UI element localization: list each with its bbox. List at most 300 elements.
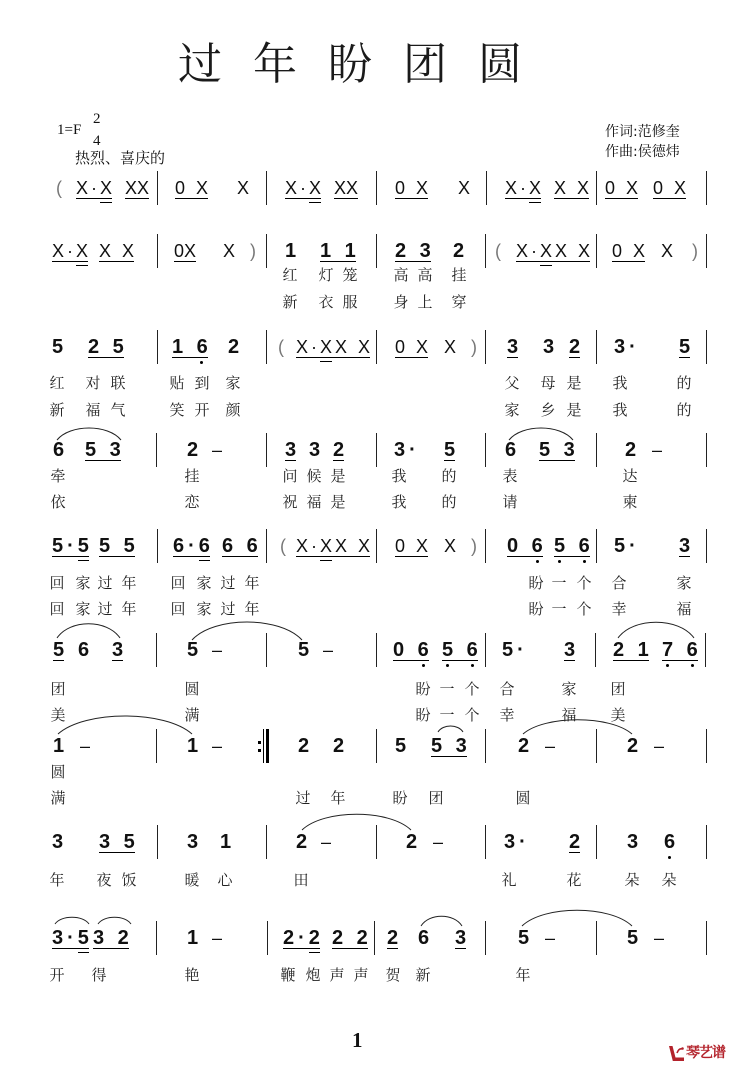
bar-line (157, 171, 158, 205)
note-group: 2 (387, 927, 403, 949)
note-group: 3 (455, 927, 471, 949)
rhythm-group: X X (99, 241, 138, 261)
lyric-char: 新 (415, 966, 431, 984)
lyric-char: 满 (50, 789, 66, 807)
lyric-char: 福 (676, 600, 692, 618)
note-group: 1 1 (320, 240, 360, 262)
note-group: 3·5 (52, 927, 93, 949)
lyric-char: 请 (502, 493, 518, 511)
lyric-char: 家 (196, 574, 212, 592)
repeat-end-thick-bar (266, 729, 269, 763)
lyric-char: 的 (676, 401, 692, 419)
lyric-char: 过 (97, 600, 113, 618)
repeat-end-thin-bar (263, 729, 264, 763)
lyric-char: 年 (244, 600, 260, 618)
bar-line (156, 921, 157, 955)
lyric-char: 满 (184, 706, 200, 724)
lyric-char: 回 (170, 574, 186, 592)
lyric-char: 颜 (225, 401, 241, 419)
bar-line (376, 330, 377, 364)
key-signature: 1=F (57, 122, 82, 138)
note-group: 5 6 (442, 639, 482, 661)
watermark (668, 1043, 725, 1063)
lyric-char: 盼 (392, 789, 408, 807)
slur (98, 917, 131, 924)
lyric-char: 红 (282, 266, 298, 284)
slur (58, 716, 192, 734)
lyric-char: 团 (610, 680, 626, 698)
lyric-char: 柬 (622, 493, 638, 511)
bar-line (485, 433, 486, 467)
low-octave-dot (536, 560, 539, 563)
note-group: 3 (52, 831, 68, 853)
lyric-char: 圆 (50, 763, 66, 781)
bar-line (485, 729, 486, 763)
rhythm-group: 0 X (395, 178, 432, 198)
note-group: 6 6 (222, 535, 262, 557)
rhythm-group: 0 X (605, 178, 642, 198)
note-group: 2 (569, 336, 585, 358)
sixteenth-underline (100, 202, 112, 203)
lyric-char: 是 (566, 374, 582, 392)
lyric-char: 开 (49, 966, 65, 984)
bar-line (376, 529, 377, 563)
lyric-char: 田 (293, 871, 309, 889)
watermark-text: 琴艺谱 (686, 1045, 725, 1061)
low-octave-dot (446, 664, 449, 667)
lyric-char: 乡 (540, 401, 556, 419)
bar-line (706, 529, 707, 563)
bar-line (267, 921, 268, 955)
slur (523, 720, 632, 734)
open-bracket: ( (280, 536, 286, 556)
lyrics-verse-1 (0, 763, 744, 781)
page-number: 1 (352, 1028, 363, 1052)
bar-line (157, 330, 158, 364)
lyric-char: 达 (622, 467, 638, 485)
lyric-char: 年 (49, 871, 65, 889)
bar-line (485, 633, 486, 667)
slur (55, 917, 89, 924)
note-group: 6 (505, 439, 521, 461)
bar-line (156, 633, 157, 667)
lyric-char: 身 (393, 293, 409, 311)
lyric-char: 饭 (121, 871, 137, 889)
lyric-char: 我 (612, 401, 628, 419)
lyric-char: 对 (85, 374, 101, 392)
note-group: 6 (53, 439, 69, 461)
sustain-dash: – (323, 640, 334, 660)
bar-line (705, 633, 706, 667)
note-group: 2·2 (283, 927, 324, 949)
bar-line (266, 330, 267, 364)
sustain-dash: – (545, 736, 556, 756)
lyric-char: 穿 (451, 293, 467, 311)
note-group: 2 3 (395, 240, 435, 262)
composer-credit: 作曲:侯德炜 (605, 144, 680, 160)
bar-line (266, 529, 267, 563)
bar-line (596, 529, 597, 563)
rhythm-group: 0 X (175, 178, 212, 198)
lyric-char: 幸 (499, 706, 515, 724)
note-group: 5 (298, 639, 314, 661)
lyric-char: 个 (576, 600, 592, 618)
lyric-char: 家 (75, 574, 91, 592)
sustain-dash: – (212, 736, 223, 756)
rhythm-group: X·XX X (296, 337, 374, 357)
lyric-char: 盼 (528, 574, 544, 592)
lyric-char: 团 (50, 680, 66, 698)
sixteenth-underline (199, 560, 210, 561)
low-octave-dot (422, 664, 425, 667)
lyric-char: 挂 (451, 266, 467, 284)
lyric-char: 一 (439, 680, 455, 698)
bar-line (266, 633, 267, 667)
slur (522, 910, 632, 926)
lyric-char: 年 (121, 574, 137, 592)
note-group: 3 (507, 336, 523, 358)
bar-line (266, 171, 267, 205)
lyric-char: 依 (50, 493, 66, 511)
lyric-char: 一 (439, 706, 455, 724)
bar-line (706, 729, 707, 763)
lyric-char: 气 (110, 401, 126, 419)
bar-line (156, 729, 157, 763)
lyric-char: 高 (393, 266, 409, 284)
note-group: 0 6 (393, 639, 433, 661)
note-group: 3 (627, 831, 643, 853)
rhythm-group: 0 X (653, 178, 690, 198)
note-group: 3· (504, 831, 530, 853)
lyric-char: 年 (515, 966, 531, 984)
note-group: 0 6 (507, 535, 547, 557)
sixteenth-underline (78, 560, 89, 561)
lyric-char: 我 (391, 467, 407, 485)
bar-line (374, 921, 375, 955)
low-octave-dot (200, 361, 203, 364)
note-group: 5 (627, 927, 643, 949)
rhythm-group: 0 X (612, 241, 649, 261)
lyric-char: 艳 (184, 966, 200, 984)
rhythm-group: X·X (505, 178, 545, 198)
rhythm-group: XX (125, 178, 150, 198)
lyric-char: 笑 (169, 401, 185, 419)
lyric-char: 声 (329, 966, 345, 984)
close-bracket: ) (471, 337, 477, 357)
note-group: 5 5 (99, 535, 139, 557)
lyrics-verse-2 (0, 293, 744, 311)
slur (438, 726, 463, 732)
note-group: 5 3 (431, 735, 471, 757)
lyric-char: 家 (75, 600, 91, 618)
time-signature-denominator: 4 (93, 133, 101, 149)
rhythm-group: X (237, 178, 253, 198)
lyric-char: 过 (220, 600, 236, 618)
rhythm-group: X X (554, 178, 593, 198)
lyric-char: 心 (217, 871, 233, 889)
lyric-char: 美 (50, 706, 66, 724)
lyric-char: 家 (561, 680, 577, 698)
lyric-char: 我 (391, 493, 407, 511)
bar-line (266, 433, 267, 467)
lyric-char: 问 (282, 467, 298, 485)
lyric-char: 的 (441, 493, 457, 511)
note-group: 3 (285, 439, 301, 461)
note-group: 5 (395, 735, 411, 757)
sixteenth-underline (309, 202, 321, 203)
low-octave-dot (583, 560, 586, 563)
repeat-dot (258, 749, 261, 752)
note-group: 3 5 (99, 831, 139, 853)
sustain-dash: – (212, 440, 223, 460)
lyric-char: 上 (417, 293, 433, 311)
note-group: 3 (543, 336, 559, 358)
note-group: 5 (518, 927, 534, 949)
sustain-dash: – (212, 640, 223, 660)
note-group: 2 1 (613, 639, 653, 661)
note-group: 5· (614, 535, 640, 557)
bar-line (706, 330, 707, 364)
close-bracket: ) (471, 536, 477, 556)
low-octave-dot (666, 664, 669, 667)
lyric-char: 朵 (661, 871, 677, 889)
lyric-char: 新 (282, 293, 298, 311)
bar-line (266, 234, 267, 268)
rhythm-group: X (223, 241, 239, 261)
note-group: 2 2 (332, 927, 372, 949)
lyric-char: 礼 (501, 871, 517, 889)
note-group: 1 (187, 927, 203, 949)
lyric-char: 牵 (50, 467, 66, 485)
bar-line (706, 433, 707, 467)
lyric-char: 一 (551, 600, 567, 618)
lyricist-credit: 作词:范修奎 (605, 124, 680, 140)
note-group: 2 (627, 735, 643, 757)
slur (57, 624, 120, 638)
lyric-char: 祝 (282, 493, 298, 511)
sustain-dash: – (652, 440, 663, 460)
close-bracket: ) (250, 241, 256, 261)
bar-line (595, 633, 596, 667)
lyric-char: 的 (676, 374, 692, 392)
sixteenth-underline (309, 952, 320, 953)
lyric-char: 回 (49, 574, 65, 592)
note-group: 2 (187, 439, 203, 461)
lyric-char: 贴 (169, 374, 185, 392)
lyric-char: 家 (225, 374, 241, 392)
rhythm-group: 0X (174, 241, 197, 261)
lyric-char: 个 (464, 706, 480, 724)
rhythm-group: X·X (285, 178, 325, 198)
lyric-char: 衣 (318, 293, 334, 311)
rhythm-group: X (661, 241, 677, 261)
bar-line (596, 433, 597, 467)
lyrics-verse-1 (0, 574, 744, 592)
slur (302, 814, 411, 830)
bar-line (486, 171, 487, 205)
lyric-char: 个 (464, 680, 480, 698)
sustain-dash: – (654, 736, 665, 756)
song-title: 过年盼团圆 (178, 39, 553, 90)
low-octave-dot (471, 664, 474, 667)
note-group: 5 (444, 439, 460, 461)
lyric-char: 是 (330, 467, 346, 485)
lyric-char: 圆 (515, 789, 531, 807)
slur (618, 622, 694, 638)
lyrics-verse-1 (0, 467, 744, 485)
note-group: 6 (78, 639, 94, 661)
rhythm-group: X (458, 178, 474, 198)
lyrics-verse-1 (0, 871, 744, 889)
note-group: 5·5 (52, 535, 93, 557)
note-group: 5· (502, 639, 528, 661)
note-group: 2 (333, 735, 349, 757)
bar-line (706, 234, 707, 268)
rhythm-group: X·X (76, 178, 116, 198)
bar-line (376, 234, 377, 268)
rhythm-group: 0 X (395, 337, 432, 357)
lyric-char: 联 (110, 374, 126, 392)
lyric-char: 个 (576, 574, 592, 592)
lyric-char: 福 (306, 493, 322, 511)
bar-line (706, 171, 707, 205)
lyric-char: 得 (91, 966, 107, 984)
note-group: 3 (112, 639, 128, 661)
lyric-char: 暖 (184, 871, 200, 889)
note-group: 5 (187, 639, 203, 661)
slur (421, 916, 462, 926)
note-group: 3· (394, 439, 420, 461)
lyric-char: 家 (504, 401, 520, 419)
sixteenth-underline (78, 952, 89, 953)
lyric-char: 回 (170, 600, 186, 618)
bar-line (156, 433, 157, 467)
note-group: 3 (187, 831, 203, 853)
bar-line (376, 171, 377, 205)
note-group: 2 (406, 831, 422, 853)
lyric-char: 年 (121, 600, 137, 618)
lyric-char: 福 (85, 401, 101, 419)
note-group: 5 6 (554, 535, 594, 557)
low-octave-dot (558, 560, 561, 563)
sustain-dash: – (545, 928, 556, 948)
lyric-char: 声 (353, 966, 369, 984)
note-group: 3 (564, 639, 580, 661)
lyric-char: 的 (441, 467, 457, 485)
note-group: 5 (53, 639, 69, 661)
lyric-char: 过 (97, 574, 113, 592)
bar-line (485, 330, 486, 364)
note-group: 7 6 (662, 639, 702, 661)
rhythm-group: X·XX X (296, 536, 374, 556)
rhythm-group: XX (334, 178, 359, 198)
rhythm-group: X·X (52, 241, 92, 261)
lyric-char: 福 (561, 706, 577, 724)
note-group: 2 (518, 735, 534, 757)
bar-line (376, 729, 377, 763)
bar-line (485, 529, 486, 563)
note-group: 5 (679, 336, 695, 358)
sixteenth-underline (529, 202, 541, 203)
lyric-char: 笼 (342, 266, 358, 284)
note-group: 3 2 (93, 927, 133, 949)
lyric-char: 母 (540, 374, 556, 392)
bar-line (485, 234, 486, 268)
lyric-char: 过 (220, 574, 236, 592)
lyric-char: 新 (49, 401, 65, 419)
lyric-char: 炮 (305, 966, 321, 984)
bar-line (706, 921, 707, 955)
lyric-char: 一 (551, 574, 567, 592)
bar-line (596, 234, 597, 268)
lyric-char: 我 (612, 374, 628, 392)
lyric-char: 过 (295, 789, 311, 807)
lyric-char: 父 (504, 374, 520, 392)
lyrics-verse-2 (0, 493, 744, 511)
close-bracket: ) (692, 241, 698, 261)
lyrics-verse-1 (0, 266, 744, 284)
sixteenth-underline (320, 560, 332, 561)
bar-line (376, 433, 377, 467)
lyric-char: 红 (49, 374, 65, 392)
bar-line (596, 729, 597, 763)
lyric-char: 年 (244, 574, 260, 592)
lyrics-verse-1 (0, 374, 744, 392)
lyric-char: 是 (566, 401, 582, 419)
lyric-char: 贺 (385, 966, 401, 984)
lyric-char: 圆 (184, 680, 200, 698)
lyric-char: 鞭 (280, 966, 296, 984)
note-group: 5 (52, 336, 68, 358)
note-group: 2 (453, 240, 469, 262)
sustain-dash: – (654, 928, 665, 948)
note-group: 6 (664, 831, 680, 853)
rhythm-group: X (444, 536, 460, 556)
lyric-char: 高 (417, 266, 433, 284)
lyric-char: 合 (499, 680, 515, 698)
note-group: 2 (228, 336, 244, 358)
note-group: 1 (53, 735, 69, 757)
note-group: 5 3 (85, 439, 125, 461)
sixteenth-underline (320, 361, 332, 362)
note-group: 2 (296, 831, 312, 853)
lyric-char: 盼 (528, 600, 544, 618)
lyric-char: 开 (194, 401, 210, 419)
bar-line (157, 234, 158, 268)
lyric-char: 年 (330, 789, 346, 807)
lyric-char: 夜 (96, 871, 112, 889)
lyric-char: 朵 (624, 871, 640, 889)
lyric-char: 到 (194, 374, 210, 392)
repeat-dot (258, 741, 261, 744)
slur (192, 622, 302, 640)
lyric-char: 家 (196, 600, 212, 618)
note-group: 2 (333, 439, 349, 461)
bar-line (596, 921, 597, 955)
open-bracket: ( (278, 337, 284, 357)
bar-line (706, 825, 707, 859)
sustain-dash: – (212, 928, 223, 948)
bar-line (376, 825, 377, 859)
sustain-dash: – (433, 832, 444, 852)
note-group: 3· (614, 336, 640, 358)
bar-line (485, 825, 486, 859)
sustain-dash: – (321, 832, 332, 852)
lyrics-verse-1 (0, 680, 744, 698)
lyric-char: 幸 (611, 600, 627, 618)
lyric-char: 回 (49, 600, 65, 618)
rhythm-group: X·XX X (516, 241, 594, 261)
